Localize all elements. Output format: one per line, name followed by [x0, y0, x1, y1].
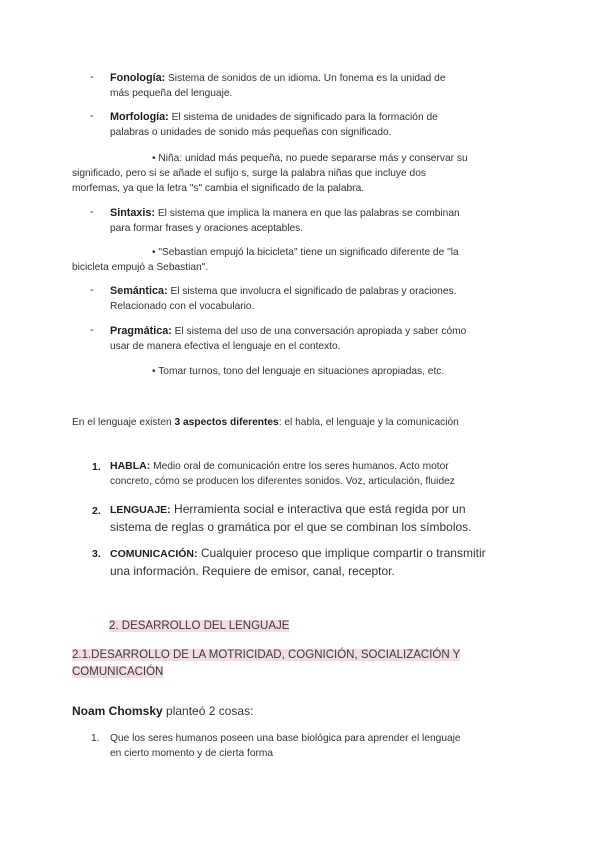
- text: El sistema del uso de una conversación apropiada y saber cómo: [171, 326, 467, 337]
- term-fonologia: Fonología:: [110, 72, 166, 84]
- text: morfemas, ya que la letra "s" cambia el significado de la palabra.: [72, 183, 365, 194]
- aspect-habla: [110, 459, 550, 489]
- text: concreto, cómo se producen los diferentes sonidos. Voz, articulación, fluidez: [110, 476, 455, 487]
- bullet-sintaxis: [110, 206, 550, 236]
- heading-text: 2.1.DESARROLLO DE LA MOTRICIDAD, COGNICIÓN, SOCIALIZACIÓN Y: [72, 649, 461, 661]
- text: • "Sebastian empujó la bicicleta" tiene un significado diferente de "la: [152, 247, 459, 258]
- aspect-lenguaje: [110, 501, 560, 536]
- text: : el habla, el lenguaje y la comunicación: [278, 417, 459, 428]
- list-number: 1.: [92, 461, 101, 473]
- text: una información. Requiere de emisor, canal, receptor.: [110, 564, 395, 578]
- term-habla: HABLA:: [110, 460, 151, 472]
- bullet-morfologia: [110, 110, 550, 140]
- text: El sistema que implica la manera en que las palabras se combinan: [155, 208, 460, 219]
- list-number: 1.: [91, 733, 100, 744]
- term-semantica: Semántica:: [110, 285, 168, 297]
- dash-marker: -: [90, 71, 94, 83]
- text: sistema de reglas o gramática por el que se combinan los símbolos.: [110, 520, 472, 534]
- text: más pequeña del lenguaje.: [110, 88, 233, 99]
- term-lenguaje: LENGUAJE:: [110, 504, 171, 516]
- text: Sistema de sonidos de un idioma. Un fonema es la unidad de: [165, 73, 446, 84]
- bullet-fonologia: [110, 71, 550, 101]
- term-pragmatica: Pragmática:: [110, 325, 172, 337]
- text: bicicleta empujó a Sebastian".: [72, 262, 209, 273]
- list-number: 2.: [92, 505, 101, 517]
- text: Medio oral de comunicación entre los seres humanos. Acto motor: [150, 461, 449, 472]
- text: Herramienta social e interactiva que está regida por un: [170, 502, 466, 516]
- text: planteó 2 cosas:: [162, 704, 254, 718]
- text: En el lenguaje existen: [72, 417, 175, 428]
- bullet-pragmatica: [110, 324, 550, 354]
- text: Relacionado con el vocabulario.: [110, 301, 255, 312]
- text: Cualquier proceso que implique compartir o transmitir: [197, 546, 486, 560]
- term-sintaxis: Sintaxis:: [110, 207, 156, 219]
- dash-marker: -: [90, 206, 94, 218]
- text: El sistema de unidades de significado para la formación de: [168, 112, 438, 123]
- term-comunicacion: COMUNICACIÓN:: [110, 548, 198, 560]
- text: El sistema que involucra el significado de palabras y oraciones.: [167, 286, 457, 297]
- intro-sentence: [72, 415, 552, 430]
- example-nina: [72, 151, 542, 196]
- dash-marker: -: [90, 324, 94, 336]
- text: para formar frases y oraciones aceptables.: [110, 223, 304, 234]
- chomsky-item-1: [110, 731, 560, 761]
- bullet-semantica: [110, 284, 550, 314]
- heading-text: COMUNICACIÓN: [72, 666, 164, 678]
- dash-marker: -: [90, 284, 94, 296]
- author-name: Noam Chomsky: [72, 704, 163, 718]
- heading-section-2-1: [72, 646, 552, 680]
- text: significado, pero si se añade el sufijo s, surge la palabra niñas que incluye dos: [72, 168, 426, 179]
- heading-text: 2. DESARROLLO DEL LENGUAJE: [109, 620, 290, 632]
- aspect-comunicacion: [110, 545, 560, 580]
- text: • Niña: unidad más pequeña, no puede separarse más y conservar su: [152, 153, 468, 164]
- dash-marker: -: [90, 110, 94, 122]
- chomsky-intro: [72, 704, 253, 718]
- text: Que los seres humanos poseen una base biológica para aprender el lenguaje: [110, 733, 461, 744]
- text: palabras o unidades de sonido más pequeñas con significado.: [110, 127, 392, 138]
- text: en cierto momento y de cierta forma: [110, 748, 274, 759]
- heading-section-2: [109, 616, 289, 634]
- example-sebastian: [72, 245, 542, 275]
- example-pragmatica: • Tomar turnos, tono del lenguaje en situaciones apropiadas, etc.: [152, 366, 445, 377]
- bold-text: 3 aspectos diferentes: [174, 417, 279, 428]
- list-number: 3.: [92, 548, 101, 560]
- text: usar de manera efectiva el lenguaje en el contexto.: [110, 341, 341, 352]
- term-morfologia: Morfología:: [110, 111, 169, 123]
